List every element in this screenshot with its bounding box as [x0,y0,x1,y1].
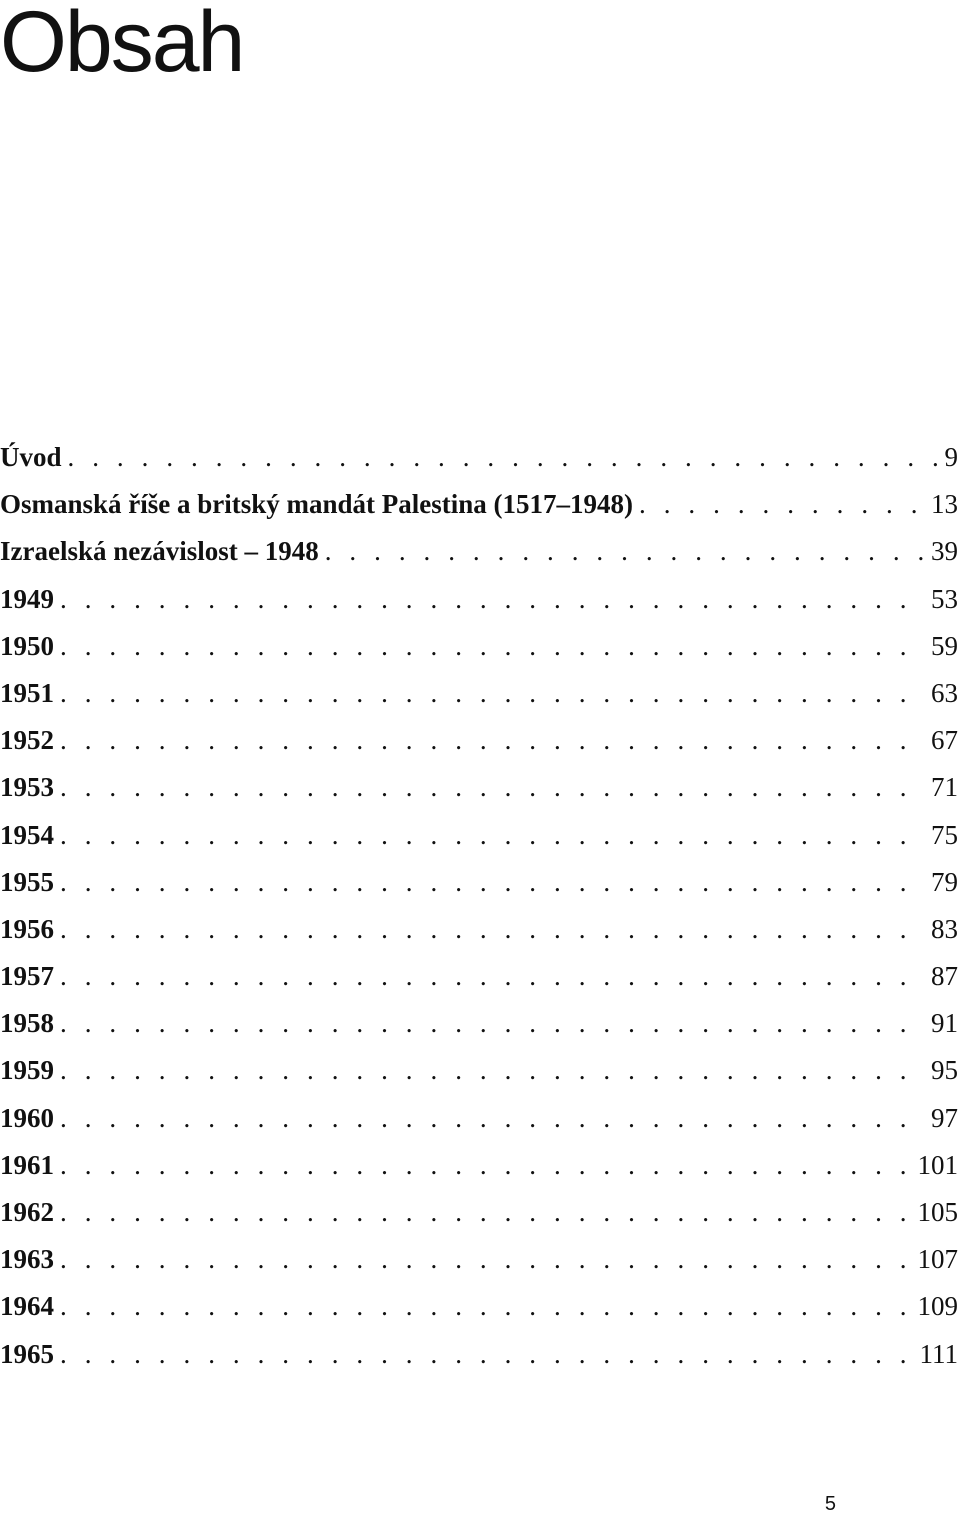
toc-dot-leader [60,717,925,764]
toc-entry-page: 59 [931,630,958,661]
toc-entry-page: 67 [931,725,958,756]
toc-entry-page: 87 [931,961,958,992]
toc-dot-leader [60,576,925,623]
toc-entry-page: 83 [931,913,958,944]
toc-entry-page: 39 [931,536,958,567]
toc-entry[interactable] [0,481,960,528]
toc-entry-label: 1952 [0,725,54,756]
toc-entry-page: 13 [931,489,958,520]
toc-entry[interactable] [0,1047,960,1094]
toc-entry-page: 9 [944,442,958,472]
toc-dot-leader [60,859,925,906]
toc-dot-leader [60,670,925,717]
page-number: 5 [824,1493,836,1515]
toc-dot-leader [60,1000,925,1047]
toc-dot-leader [60,623,925,670]
toc-entry[interactable] [0,623,960,670]
toc-entry[interactable] [0,1095,960,1142]
toc-entry[interactable] [0,906,960,953]
toc-entry[interactable] [0,764,960,811]
toc-dot-leader [60,1283,912,1330]
toc-entry-label: 1957 [0,961,54,992]
toc-entry-page: 71 [931,772,958,803]
toc-entry-label: 1964 [0,1291,54,1322]
toc-entry-label: 1950 [0,630,54,661]
toc-dot-leader [639,481,925,528]
toc-entry-page: 63 [931,677,958,708]
toc-entry-page: 75 [931,819,958,850]
toc-entry-label: 1959 [0,1055,54,1086]
toc-entry-label: 1958 [0,1008,54,1039]
toc-entry-page: 53 [931,583,958,614]
toc-entry-label: 1965 [0,1338,54,1369]
toc-entry-label: Osmanská říše a britský mandát Palestina (1517–1948) [0,489,634,520]
toc-entry-label: 1951 [0,677,54,708]
toc-dot-leader [60,764,925,811]
toc-dot-leader [60,1331,914,1378]
toc-dot-leader [60,1236,912,1283]
toc-entry-page: 109 [917,1291,958,1322]
toc-dot-leader [60,1047,925,1094]
toc-dot-leader [60,953,925,1000]
toc-entry[interactable] [0,717,960,764]
toc-entry[interactable] [0,1000,960,1047]
toc-entry-page: 105 [917,1197,958,1227]
table-of-contents [0,434,960,1378]
toc-entry-label: 1949 [0,583,54,614]
toc-entry-label: 1954 [0,819,54,850]
toc-entry[interactable] [0,1189,960,1236]
toc-entry[interactable] [0,1142,960,1189]
toc-dot-leader [60,1095,925,1142]
toc-dot-leader [325,528,925,575]
toc-dot-leader [60,1189,912,1236]
toc-entry-label: 1963 [0,1244,54,1275]
toc-entry-label: 1956 [0,913,54,944]
toc-entry-label: 1962 [0,1197,54,1227]
page-title: Obsah [0,0,244,90]
toc-entry[interactable] [0,576,960,623]
toc-entry-page: 97 [931,1102,958,1133]
toc-entry[interactable] [0,434,960,481]
toc-dot-leader [60,906,925,953]
toc-entry-page: 101 [917,1149,958,1180]
toc-entry[interactable] [0,812,960,859]
toc-entry-label: 1960 [0,1102,54,1133]
toc-entry[interactable] [0,953,960,1000]
toc-entry-page: 111 [919,1338,958,1369]
toc-entry[interactable] [0,859,960,906]
toc-entry-label: Úvod [0,442,62,472]
toc-entry-page: 91 [931,1008,958,1039]
toc-dot-leader [68,434,939,481]
toc-entry[interactable] [0,1331,960,1378]
toc-entry-label: Izraelská nezávislost – 1948 [0,536,319,567]
toc-entry-label: 1961 [0,1149,54,1180]
toc-dot-leader [60,812,925,859]
toc-entry-page: 95 [931,1055,958,1086]
toc-entry-label: 1953 [0,772,54,803]
toc-dot-leader [60,1142,912,1189]
toc-entry-page: 107 [917,1244,958,1275]
toc-entry[interactable] [0,670,960,717]
toc-entry[interactable] [0,528,960,575]
toc-entry[interactable] [0,1236,960,1283]
toc-entry[interactable] [0,1283,960,1330]
toc-entry-page: 79 [931,866,958,897]
toc-entry-label: 1955 [0,866,54,897]
